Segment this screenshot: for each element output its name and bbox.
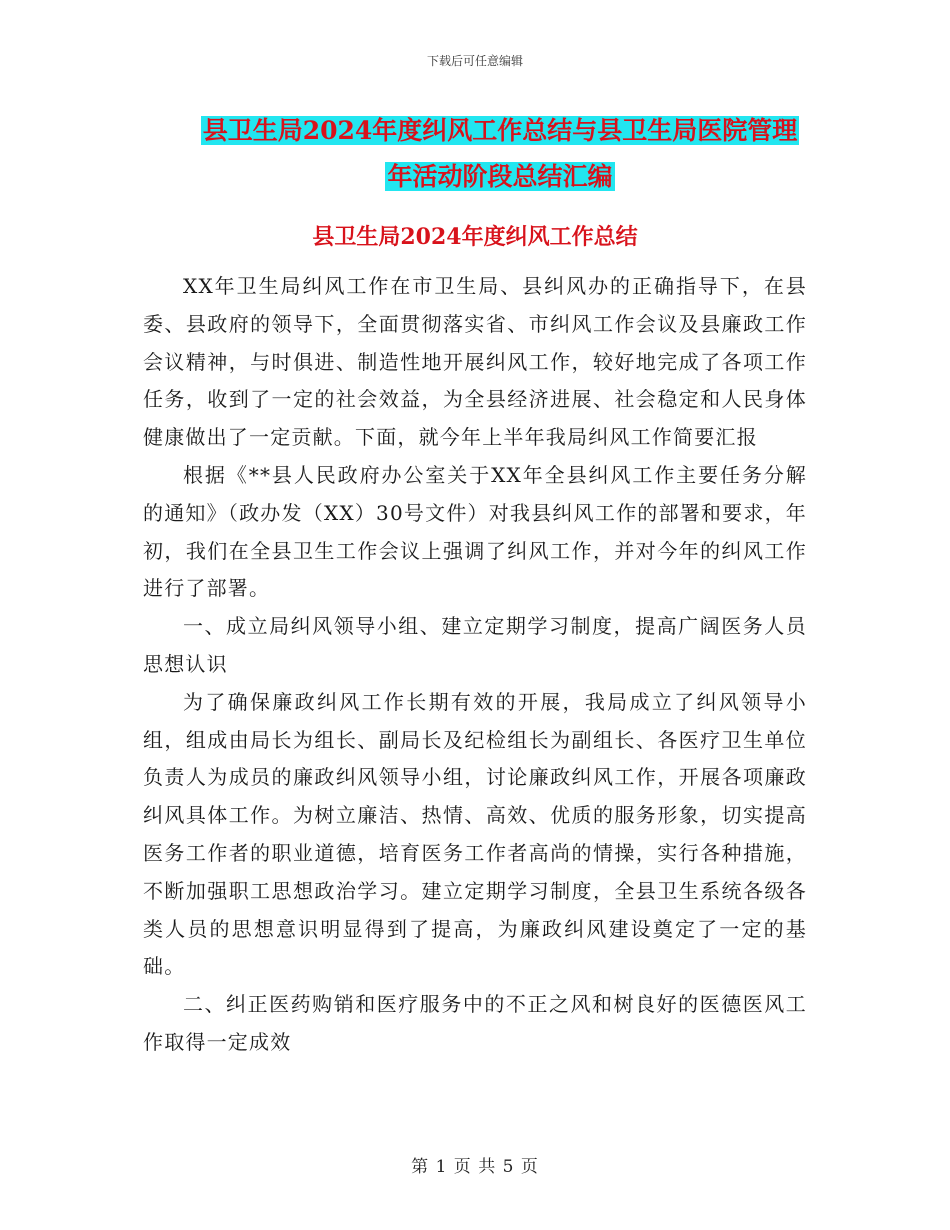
- paragraph: 为了确保廉政纠风工作长期有效的开展，我局成立了纠风领导小组，组成由局长为组长、副局长及纪检组长为副组长、各医疗卫生单位负责人为成员的廉政纠风领导小组，讨论廉政纠风工作，开展各项廉政纠风具体工作。为树立廉洁、热情、高效、优质的服务形象，切实提高医务工作者的职业道德，培育医务工作者高尚的情操，实行各种措施，不断加强职工思想政治学习。建立定期学习制度，全县卫生系统各级各类人员的思想意识明显得到了提高，为廉政纠风建设奠定了一定的基础。: [143, 689, 807, 979]
- paragraph: XX年卫生局纠风工作在市卫生局、县纠风办的正确指导下，在县委、县政府的领导下，全面贯彻落实省、市纠风工作会议及县廉政工作会议精神，与时俱进、制造性地开展纠风工作，较好地完成了各项工作任务，收到了一定的社会效益，为全县经济进展、社会稳定和人民身体健康做出了一定贡献。下面，就今年上半年我局纠风工作简要汇报: [143, 274, 807, 450]
- page-indicator: 第 1 页 共 5 页: [411, 1157, 539, 1177]
- document-title: [120, 108, 880, 200]
- page-header-note: 下载后可任意编辑: [426, 54, 523, 68]
- title-line-1: 县卫生局2024年度纠风工作总结与县卫生局医院管理: [202, 116, 798, 145]
- title-line-2: 年活动阶段总结汇编: [387, 162, 613, 191]
- paragraph: 二、纠正医药购销和医疗服务中的不正之风和树良好的医德医风工作取得一定成效: [143, 992, 807, 1054]
- document-body: [143, 268, 807, 1062]
- paragraph: 根据《**县人民政府办公室关于XX年全县纠风工作主要任务分解的通知》（政办发（XX）30号文件）对我县纠风工作的部署和要求，年初，我们在全县卫生工作会议上强调了纠风工作，并对今年的纠风工作进行了部署。: [143, 462, 807, 601]
- paragraph: 一、成立局纠风领导小组、建立定期学习制度，提高广阔医务人员思想认识: [143, 614, 807, 676]
- section-title: 县卫生局2024年度纠风工作总结: [312, 224, 638, 250]
